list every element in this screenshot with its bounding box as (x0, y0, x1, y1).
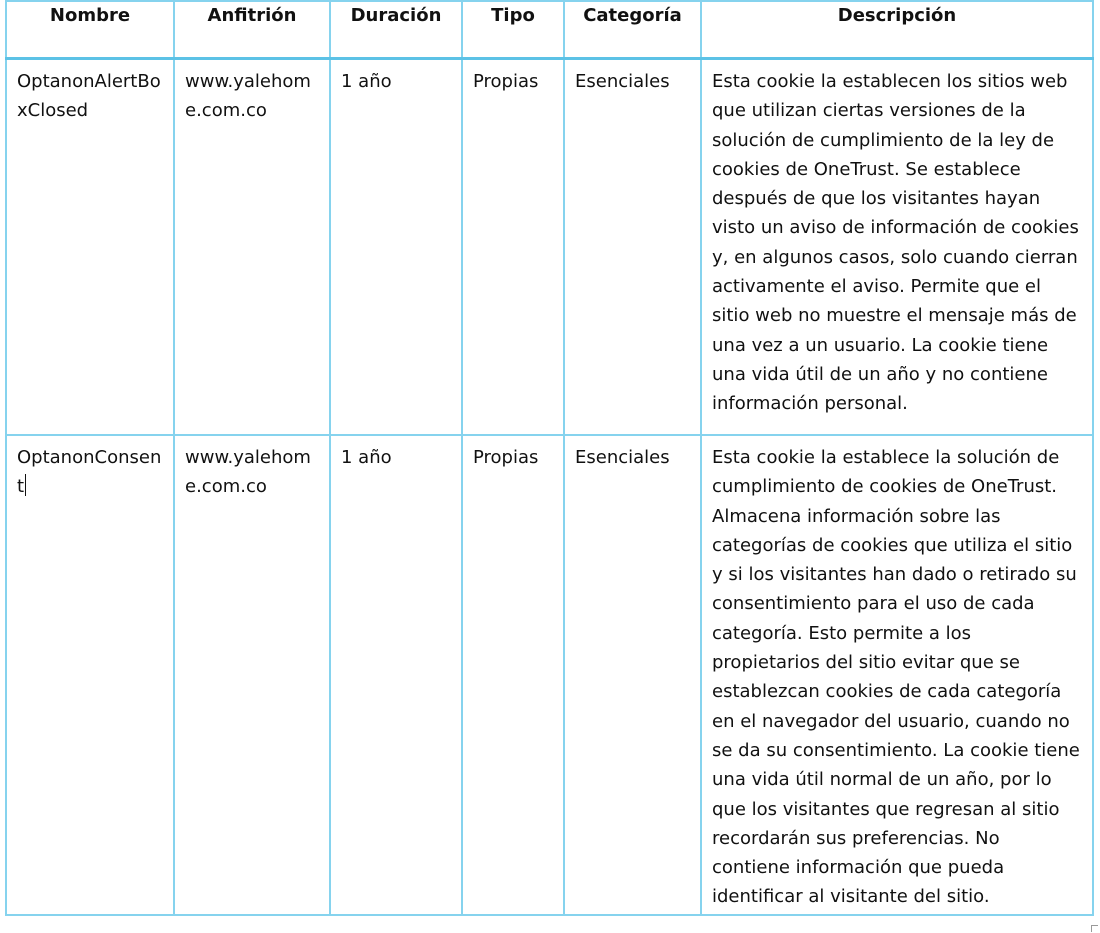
text-cursor (25, 474, 26, 496)
header-duracion: Duración (330, 1, 462, 59)
cell-nombre[interactable] (6, 435, 174, 915)
header-anfitrion: Anfitrión (174, 1, 330, 59)
table-row (6, 59, 1093, 436)
cookie-table (5, 0, 1094, 916)
cell-tipo[interactable]: Propias (462, 59, 564, 436)
table-body (6, 59, 1093, 916)
cell-nombre-text: OptanonConsent (17, 447, 162, 498)
header-descripcion: Descripción (701, 1, 1093, 59)
cell-descripcion[interactable]: Esta cookie la establece la solución de cumplimiento de cookies de OneTrust. Almacena información sobre las categorías de cookies que utiliza el sitio y si los visitantes han dado o retirado su consentimiento para el uso de cada categoría. Esto permite a los propietarios del sitio evitar que se establezcan cookies de cada categoría en el navegador del usuario, cuando no se da su consentimiento. La cookie tiene una vida útil normal de un año, por lo que los visitantes que regresan al sitio recordarán sus preferencias. No contiene información que pueda identificar al visitante del sitio. (701, 435, 1093, 915)
cell-categoria[interactable]: Esenciales (564, 59, 701, 436)
table-header (6, 1, 1093, 59)
header-categoria: Categoría (564, 1, 701, 59)
table-row (6, 435, 1093, 915)
cell-descripcion[interactable]: Esta cookie la establecen los sitios web que utilizan ciertas versiones de la solución de cumplimiento de la ley de cookies de OneTrust. Se establece después de que los visitantes hayan visto un aviso de información de cookies y, en algunos casos, solo cuando cierran activamente el aviso. Permite que el sitio web no muestre el mensaje más de una vez a un usuario. La cookie tiene una vida útil de un año y no contiene información personal. (701, 59, 1093, 436)
header-nombre: Nombre (6, 1, 174, 59)
cell-duracion[interactable]: 1 año (330, 435, 462, 915)
cell-duracion[interactable]: 1 año (330, 59, 462, 436)
cell-tipo[interactable]: Propias (462, 435, 564, 915)
cell-nombre[interactable]: OptanonAlertBoxClosed (6, 59, 174, 436)
cell-categoria[interactable]: Esenciales (564, 435, 701, 915)
cell-anfitrion[interactable]: www.yalehome.com.co (174, 435, 330, 915)
resize-corner-mark (1091, 925, 1098, 932)
header-row (6, 1, 1093, 59)
header-tipo: Tipo (462, 1, 564, 59)
cell-anfitrion[interactable]: www.yalehome.com.co (174, 59, 330, 436)
